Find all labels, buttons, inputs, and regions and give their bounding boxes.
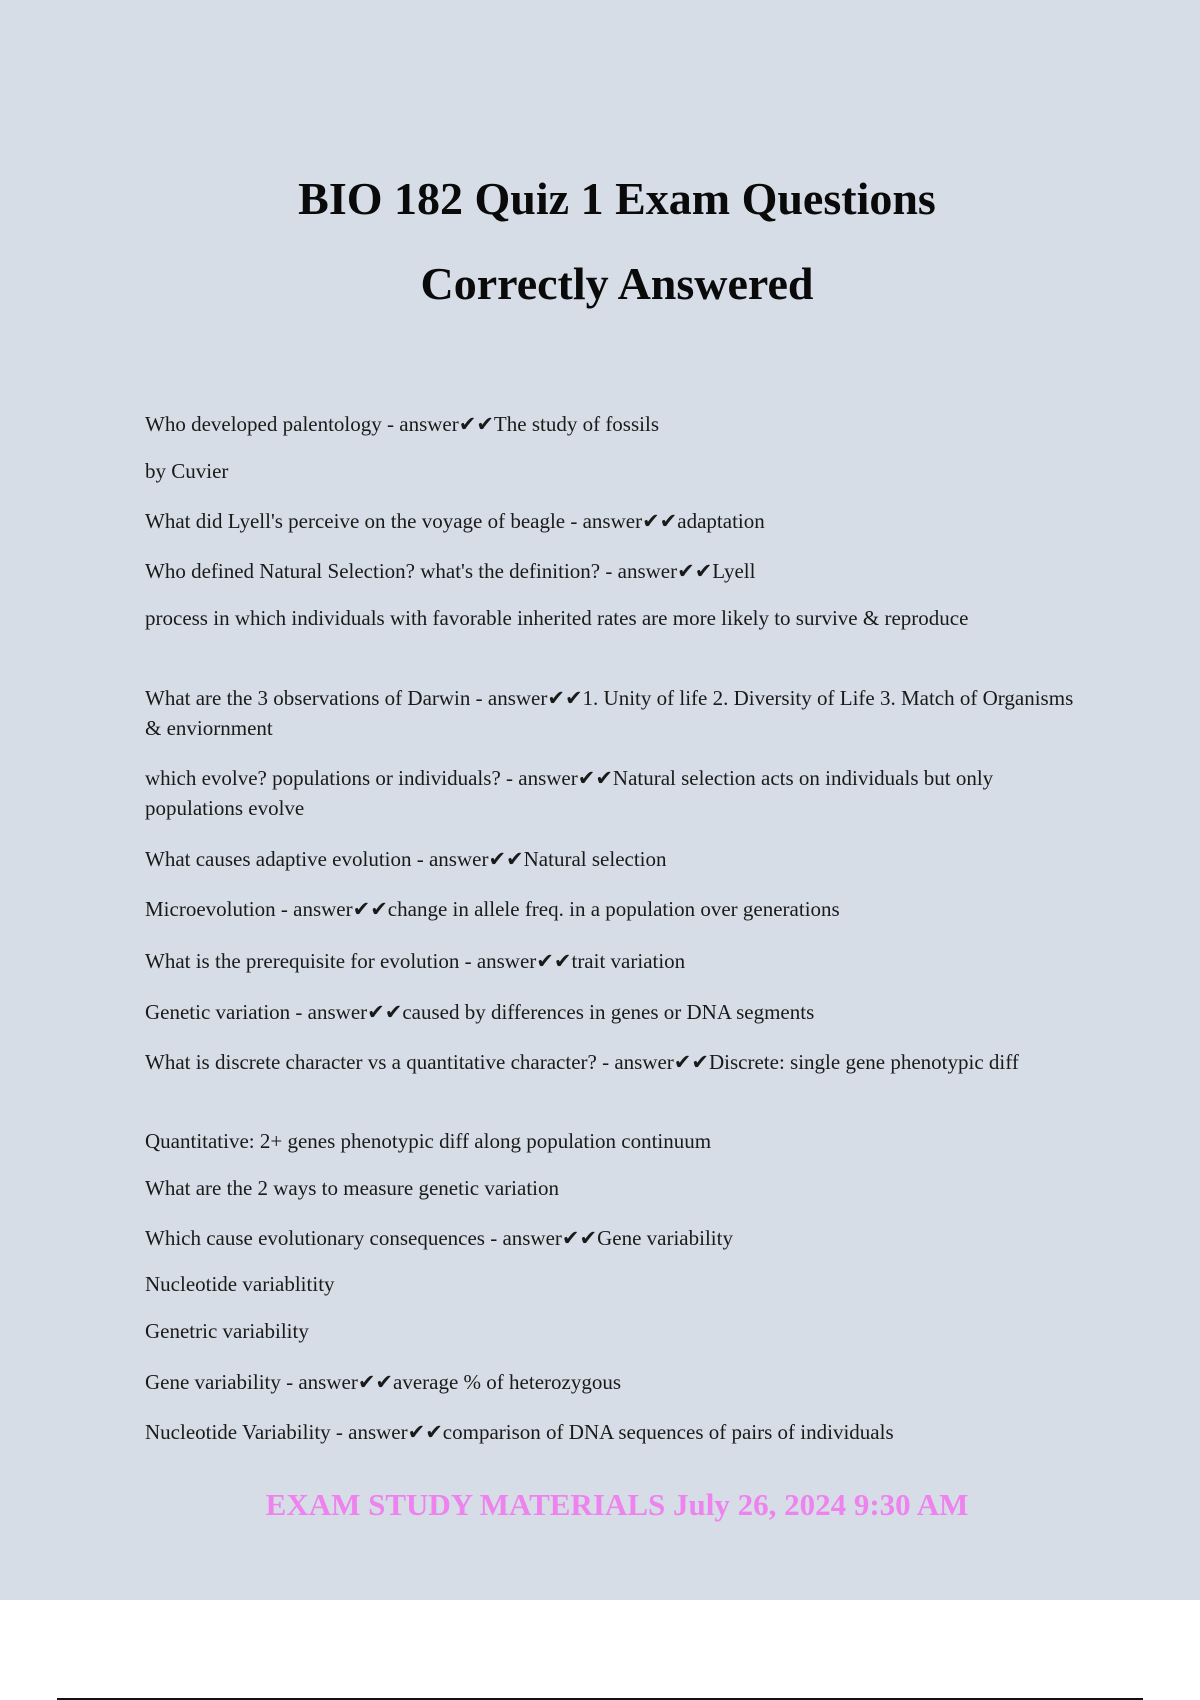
qa-line: Which cause evolutionary consequences - answer✔✔Gene variability	[145, 1226, 733, 1250]
qa-line: Gene variability - answer✔✔average % of heterozygous	[145, 1370, 621, 1394]
qa-line: process in which individuals with favorable inherited rates are more likely to survive & reproduce	[145, 606, 969, 630]
qa-line: Quantitative: 2+ genes phenotypic diff along population continuum	[145, 1129, 712, 1153]
qa-line: Who defined Natural Selection? what's the definition? - answer✔✔Lyell	[145, 559, 756, 583]
qa-line: Genetic variation - answer✔✔caused by differences in genes or DNA segments	[145, 1000, 815, 1024]
qa-line: Nucleotide variablitity	[145, 1272, 335, 1296]
qa-line: What are the 2 ways to measure genetic variation	[145, 1176, 559, 1200]
qa-line: What is the prerequisite for evolution - answer✔✔trait variation	[145, 949, 686, 973]
qa-line: which evolve? populations or individuals? - answer✔✔Natural selection acts on individuals but only populations evolve	[145, 766, 994, 820]
qa-line: Nucleotide Variability - answer✔✔comparison of DNA sequences of pairs of individuals	[145, 1420, 894, 1444]
qa-line: What did Lyell's perceive on the voyage of beagle - answer✔✔adaptation	[145, 509, 765, 533]
qa-line: What causes adaptive evolution - answer✔✔Natural selection	[145, 847, 667, 871]
qa-line: by Cuvier	[145, 459, 229, 483]
qa-line: Microevolution - answer✔✔change in allele freq. in a population over generations	[145, 897, 840, 921]
exam-study-materials-stamp: EXAM STUDY MATERIALS July 26, 2024 9:30 AM	[265, 1487, 969, 1522]
document-title-line-2: Correctly Answered	[420, 258, 814, 309]
qa-line: Genetric variability	[145, 1319, 309, 1343]
qa-line: Who developed palentology - answer✔✔The study of fossils	[145, 412, 659, 436]
qa-line: What is discrete character vs a quantitative character? - answer✔✔Discrete: single gene phenotypic diff	[145, 1050, 1019, 1074]
qa-line: What are the 3 observations of Darwin - answer✔✔1. Unity of life 2. Diversity of Life 3. Match of Organisms & enviornment	[145, 686, 1074, 740]
document-title-line-1: BIO 182 Quiz 1 Exam Questions	[298, 173, 936, 224]
